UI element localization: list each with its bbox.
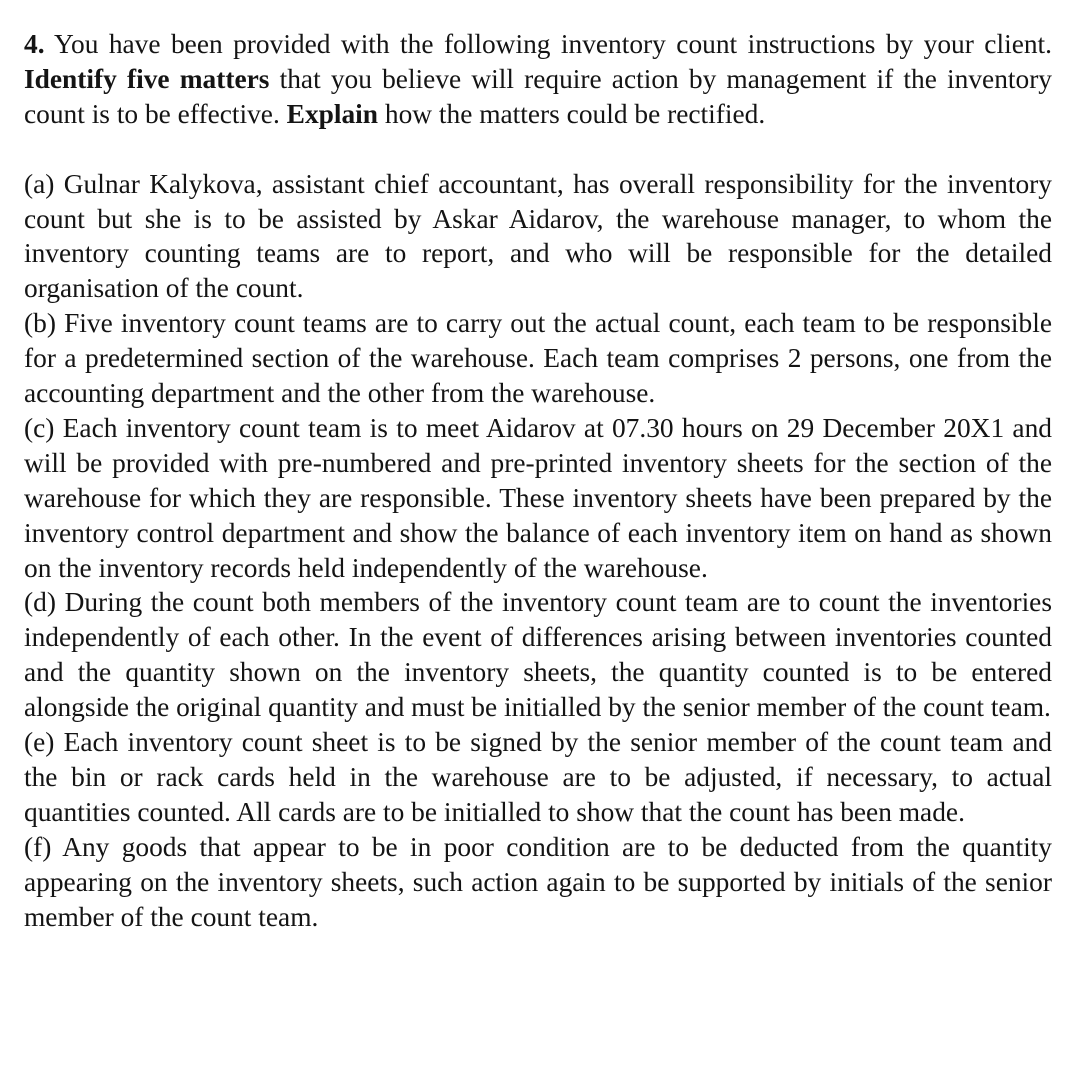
instruction-item-a <box>24 167 1052 307</box>
item-text: Each inventory count sheet is to be signed by the senior member of the count team and the bin or rack cards held in the warehouse are to be adjusted, if necessary, to actual quantities counted. All cards are to be initialled to show that the count has been made. <box>24 727 1052 827</box>
instruction-item-c <box>24 411 1052 586</box>
item-label: (f) <box>24 831 52 862</box>
question-emphasis-identify: Identify five matters <box>24 63 270 94</box>
item-text: During the count both members of the inventory count team are to count the inventories independently of each other. In the event of differences arising between inventories counted and the quantity shown on the inventory sheets, the quantity counted is to be entered alongside the original quantity and must be initialled by the senior member of the count team. <box>24 587 1052 723</box>
question-emphasis-explain: Explain <box>286 98 379 129</box>
document-page <box>24 27 1052 935</box>
item-label: (a) <box>24 168 55 199</box>
instruction-item-e <box>24 725 1052 830</box>
question-text-part-3: how the matters could be rectified. <box>378 98 766 129</box>
instruction-item-d <box>24 585 1052 725</box>
question-text-part-1: You have been provided with the following inventory count instructions by your client. <box>44 29 1052 59</box>
item-text: Each inventory count team is to meet Aidarov at 07.30 hours on 29 December 20X1 and will be provided with pre-numbered and pre-printed inventory sheets for the section of the warehouse for which they are responsible. These inventory sheets have been prepared by the inventory control department and show the balance of each inventory item on hand as shown on the inventory records held independently of the warehouse. <box>24 412 1052 583</box>
instruction-item-b <box>24 306 1052 411</box>
question-paragraph <box>24 27 1052 132</box>
item-text: Gulnar Kalykova, assistant chief accountant, has overall responsibility for the inventory count but she is to be assisted by Askar Aidarov, the warehouse manager, to whom the inventory counting teams are to report, and who will be responsible for the detailed organisation of the count. <box>24 168 1052 304</box>
item-text: Any goods that appear to be in poor condition are to be deducted from the quantity appearing on the inventory sheets, such action again to be supported by initials of the senior member of the count team. <box>24 831 1052 932</box>
item-label: (c) <box>24 412 55 443</box>
question-number: 4. <box>24 29 45 59</box>
question-text-part-2: that you believe will require action by management if the inventory count is to be effective. <box>24 63 1053 129</box>
instruction-item-f <box>24 830 1052 935</box>
item-label: (e) <box>24 727 55 758</box>
item-label: (b) <box>24 308 56 339</box>
item-text: Five inventory count teams are to carry out the actual count, each team to be responsible for a predetermined section of the warehouse. Each team comprises 2 persons, one from the accounting department and the other from the warehouse. <box>24 308 1053 409</box>
item-label: (d) <box>24 587 56 618</box>
